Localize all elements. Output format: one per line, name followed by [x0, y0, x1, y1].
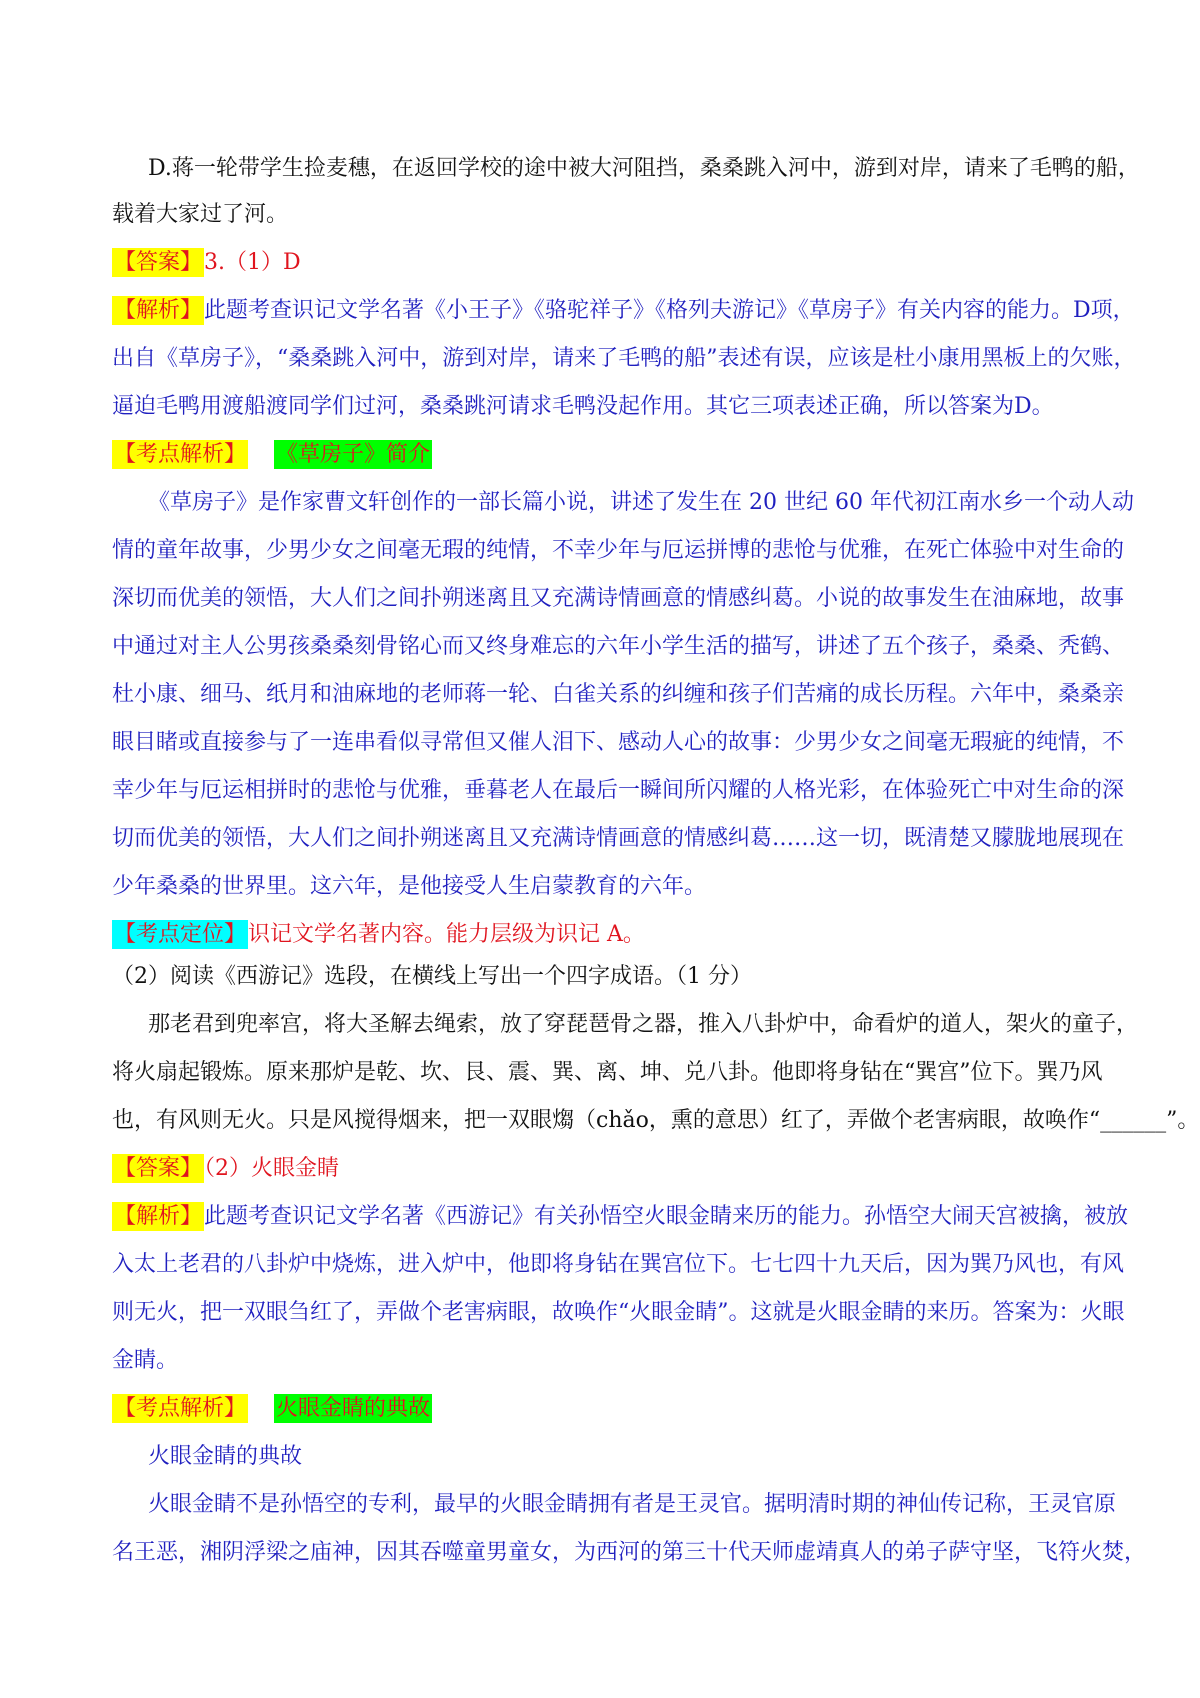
intro-line: 少年桑桑的世界里。这六年，是他接受人生启蒙教育的六年。: [112, 874, 707, 899]
answer-tag: 【答案】: [114, 250, 203, 275]
kaodian-title: 火眼金睛的典故: [276, 1396, 431, 1421]
question-2: （2）阅读《西游记》选段，在横线上写出一个四字成语。（1 分）: [112, 964, 752, 989]
intro-line: 眼目睹或直接参与了一连串看似寻常但又催人泪下、感动人心的故事：少男少女之间毫无瑕疵的纯情，不: [112, 730, 1125, 755]
analysis-line: [112, 295, 1135, 327]
dingwei-text: 识记文学名著内容。能力层级为识记 A。: [248, 922, 645, 947]
analysis-line: 入太上老君的八卦炉中烧炼，进入炉中，他即将身钻在巽宫位下。七七四十九天后，因为巽乃风也，有风: [112, 1252, 1125, 1277]
analysis-tag: 【解析】: [114, 298, 203, 323]
answer-block: [112, 247, 1096, 279]
kaodian-heading: [112, 439, 1096, 471]
excerpt-line: 那老君到兜率宫，将大圣解去绳索，放了穿琵琶骨之器，推入八卦炉中，命看炉的道人，架火的童子，: [148, 1012, 1139, 1037]
intro-line: 《草房子》是作家曹文轩创作的一部长篇小说，讲述了发生在 20 世纪 60 年代初江南水乡一个动人动: [148, 490, 1134, 515]
excerpt-line: 将火扇起锻炼。原来那炉是乾、坎、艮、震、巽、离、坤、兑八卦。他即将身钻在“巽宫”位下。巽乃风: [112, 1060, 1103, 1085]
excerpt-line: 也，有风则无火。只是风搅得烟来，把一双眼煼（chǎo，熏的意思）红了，弄做个老害病眼，故唤作“______”。: [112, 1108, 1200, 1133]
option-d-line: D.蒋一轮带学生捡麦穗，在返回学校的途中被大河阻挡，桑桑跳入河中，游到对岸，请来了毛鸭的船，: [148, 156, 1140, 181]
intro-line: 切而优美的领悟，大人们之间扑朔迷离且又充满诗情画意的情感纠葛……这一切，既清楚又朦胧地展现在: [112, 826, 1125, 851]
kaodian-title: 《草房子》简介: [276, 442, 431, 467]
intro-line: 情的童年故事，少男少女之间毫无瑕的纯情，不幸少年与厄运拼博的悲怆与优雅，在死亡体验中对生命的: [112, 538, 1125, 563]
analysis-line: 逼迫毛鸭用渡船渡同学们过河，桑桑跳河请求毛鸭没起作用。其它三项表述正确，所以答案为D。: [112, 394, 1054, 419]
answer-text: （2）火眼金睛: [204, 1156, 340, 1181]
analysis-line: 金睛。: [112, 1348, 179, 1373]
analysis-line: 则无火，把一双眼刍红了，弄做个老害病眼，故唤作“火眼金睛”。这就是火眼金睛的来历。答案为：火眼: [112, 1300, 1125, 1325]
dingwei-tag: 【考点定位】: [114, 922, 247, 947]
diangu-line: 火眼金睛不是孙悟空的专利，最早的火眼金睛拥有者是王灵官。据明清时期的神仙传记称，王灵官原: [148, 1492, 1117, 1517]
kaodian-tag: 【考点解析】: [114, 442, 247, 467]
intro-line: 幸少年与厄运相拼时的悲怆与优雅，垂暮老人在最后一瞬间所闪耀的人格光彩，在体验死亡中对生命的深: [112, 778, 1125, 803]
analysis-tag: 【解析】: [114, 1204, 203, 1229]
analysis-text: 此题考查识记文学名著《西游记》有关孙悟空火眼金睛来历的能力。孙悟空大闹天宫被擒，被放: [204, 1204, 1129, 1229]
intro-line: 深切而优美的领悟，大人们之间扑朔迷离且又充满诗情画意的情感纠葛。小说的故事发生在油麻地，故事: [112, 586, 1125, 611]
diangu-heading: 火眼金睛的典故: [148, 1444, 303, 1469]
analysis-line: [112, 1201, 1129, 1233]
option-d-line: 载着大家过了河。: [112, 202, 289, 227]
kaodian-tag: 【考点解析】: [114, 1396, 247, 1421]
answer-tag: 【答案】: [114, 1156, 203, 1181]
analysis-line: 出自《草房子》，“桑桑跳入河中，游到对岸，请来了毛鸭的船”表述有误，应该是杜小康用黑板上的欠账，: [112, 346, 1136, 371]
diangu-line: 名王恶，湘阴浮梁之庙神，因其吞噬童男童女，为西河的第三十代天师虚靖真人的弟子萨守坚，飞符火焚，: [112, 1540, 1147, 1565]
analysis-text: 此题考查识记文学名著《小王子》《骆驼祥子》《格列夫游记》《草房子》有关内容的能力。D项，: [204, 298, 1135, 323]
answer-block: [112, 1153, 1096, 1185]
answer-text: 3.（1）D: [204, 250, 301, 275]
intro-line: 杜小康、细马、纸月和油麻地的老师蒋一轮、白雀关系的纠缠和孩子们苦痛的成长历程。六年中，桑桑亲: [112, 682, 1125, 707]
kaodian-heading: [112, 1393, 1096, 1425]
intro-line: 中通过对主人公男孩桑桑刻骨铭心而又终身难忘的六年小学生活的描写，讲述了五个孩子，桑桑、秃鹤、: [112, 634, 1125, 659]
dingwei-block: [112, 919, 1096, 951]
